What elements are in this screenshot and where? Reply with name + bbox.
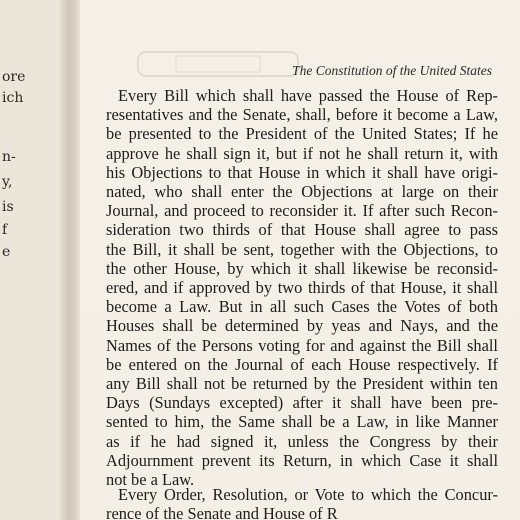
text-line: Every Order, Resolution, or Vote to which the Concur-	[118, 485, 498, 504]
library-stamp-watermark	[136, 46, 306, 86]
text-line: sideration two thirds of that House shall agree to pass	[106, 220, 498, 240]
text-line: nated, who shall enter the Objections at large on their	[106, 182, 498, 201]
left-page-fragment: y,	[2, 174, 13, 190]
left-page-fragment: ore	[2, 69, 26, 85]
text-line: the Bill, it shall be sent, together with the Objections, to	[106, 239, 498, 259]
text-line: rence of the Senate and House of R	[106, 504, 338, 520]
left-page	[0, 0, 66, 520]
running-head: The Constitution of the United States	[292, 63, 492, 78]
text-line: as if he had signed it, unless the Congress by their	[106, 431, 498, 451]
left-page-fragment: e	[2, 244, 11, 260]
text-line: become a Law. But in all such Cases the Votes of both	[106, 297, 498, 317]
text-line: Names of the Persons voting for and against the Bill shall	[106, 335, 498, 355]
text-line: be presented to the President of the United States; If he	[106, 124, 498, 144]
text-line: approve he shall sign it, but if not he shall return it, with	[106, 143, 498, 163]
left-page-fragment: is	[2, 199, 14, 215]
left-page-fragment: ich	[2, 90, 24, 106]
book-gutter	[60, 0, 82, 520]
text-line: not be a Law.	[106, 470, 195, 489]
text-line: his Objections to that House in which it shall have origi-	[106, 162, 498, 182]
left-page-fragment: n-	[2, 149, 16, 165]
left-page-fragment: f	[2, 222, 8, 238]
text-line: any Bill shall not be returned by the President within ten	[106, 374, 498, 393]
text-line: resentatives and the Senate, shall, before it become a Law,	[106, 105, 498, 125]
text-line: Houses shall be determined by yeas and Nays, and the	[106, 316, 498, 336]
text-line: Journal, and proceed to reconsider it. If after such Recon-	[106, 201, 498, 221]
text-line: sented to him, the Same shall be a Law, in like Manner	[106, 412, 498, 432]
right-page	[80, 0, 520, 520]
text-line: Adjournment prevent its Return, in which Case it shall	[106, 450, 498, 470]
text-line: the other House, by which it shall likewise be reconsid-	[106, 258, 498, 278]
text-line: Days (Sundays excepted) after it shall have been pre-	[106, 393, 498, 413]
text-line: be entered on the Journal of each House respectively. If	[106, 354, 498, 374]
text-line: Every Bill which shall have passed the House of Rep-	[118, 86, 498, 105]
text-line: ered, and if approved by two thirds of that House, it shall	[106, 278, 498, 297]
